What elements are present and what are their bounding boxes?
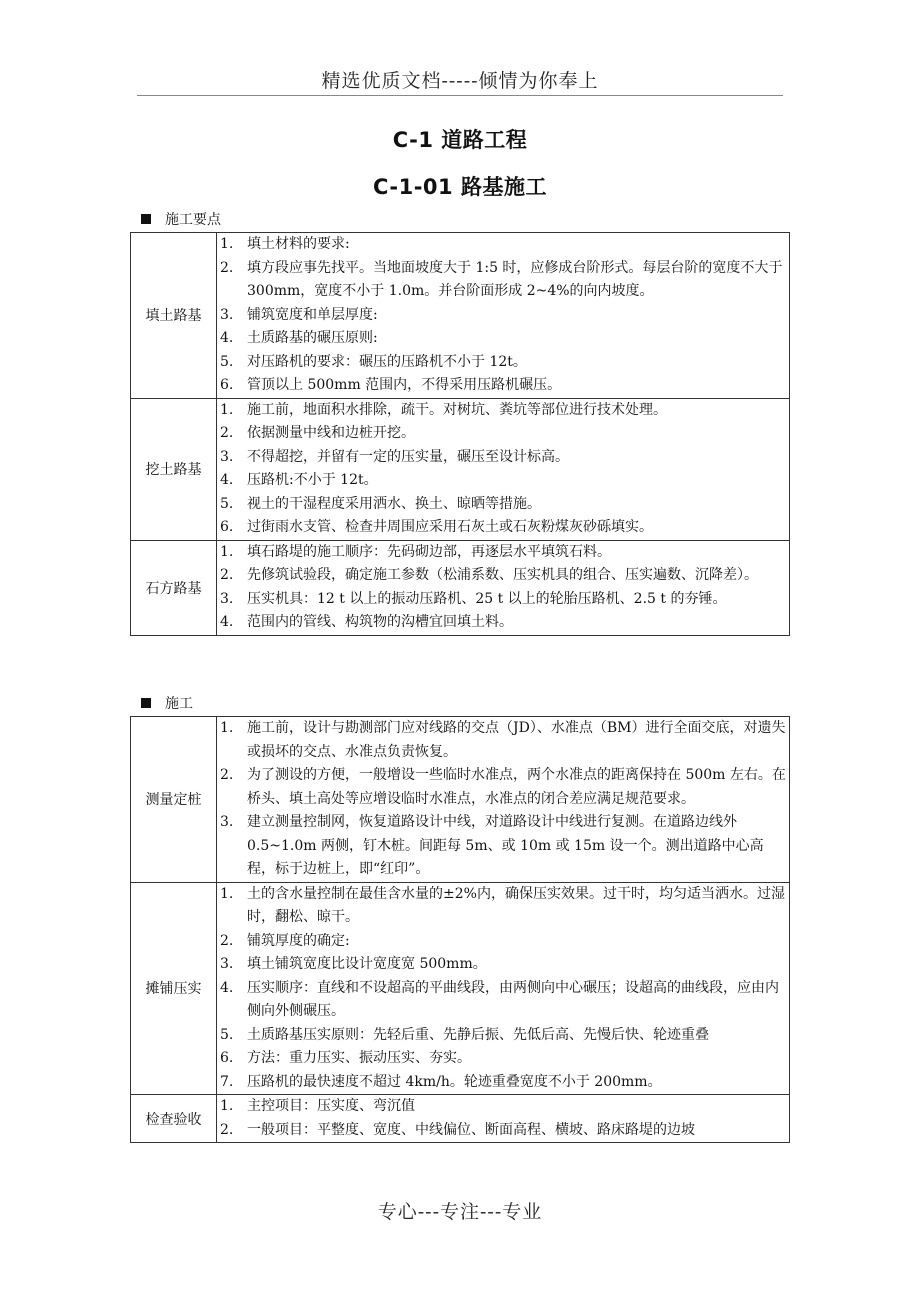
row-category: 摊铺压实 [131, 882, 217, 1095]
item-number: 4. [220, 614, 234, 630]
item-number: 1. [220, 1098, 234, 1114]
item-text: 土的含水量控制在最佳含水量的±2%内，确保压实效果。过干时，均匀适当洒水。过湿时，翻松、晾干。 [247, 885, 785, 925]
item-text: 填石路堤的施工顺序：先码砌边部，再逐层水平填筑石料。 [247, 543, 611, 560]
section-label-construction [141, 695, 193, 713]
item-text: 压路机:不小于 12t。 [247, 472, 378, 488]
item-number: 5. [220, 353, 234, 370]
item-text: 管顶以上 500mm 范围内，不得采用压路机碾压。 [247, 377, 562, 393]
square-bullet-icon [141, 214, 151, 224]
list-item [217, 399, 789, 423]
list-item [217, 977, 789, 1024]
page-header: 精选优质文档-----倾情为你奉上 [321, 70, 599, 92]
item-number: 2. [220, 767, 234, 783]
list-item [217, 1024, 789, 1048]
list-item [217, 469, 789, 493]
list-item [217, 257, 789, 304]
item-text: 为了测设的方便，一般增设一些临时水准点，两个水准点的距离保持在 500m 左右。在桥头、填土高处等应增设临时水准点，水准点的闭合差应满足规范要求。 [247, 767, 786, 807]
list-item [217, 516, 789, 540]
item-text: 填土材料的要求: [247, 236, 350, 252]
header-rule [137, 95, 783, 96]
item-text: 依据测量中线和边桩开挖。 [247, 425, 415, 441]
item-text: 施工前，地面积水排除，疏干。对树坑、粪坑等部位进行技术处理。 [247, 401, 667, 418]
item-number: 5. [220, 1026, 234, 1043]
item-number: 4. [220, 979, 234, 996]
list-item [217, 1047, 789, 1071]
row-category: 测量定桩 [131, 717, 217, 883]
item-list [217, 717, 789, 882]
item-text: 土质路基压实原则：先轻后重、先静后振、先低后高、先慢后快、轮迹重叠 [247, 1026, 709, 1043]
item-number: 3. [220, 448, 234, 465]
list-item [217, 233, 789, 257]
item-number: 4. [220, 330, 234, 346]
item-number: 5. [220, 495, 234, 512]
row-category: 挖土路基 [131, 398, 217, 540]
item-number: 6. [220, 519, 234, 535]
item-list [217, 233, 789, 398]
section-label-text: 施工 [165, 696, 193, 712]
list-item [217, 446, 789, 470]
list-item [217, 304, 789, 328]
list-item [217, 422, 789, 446]
item-number: 4. [220, 472, 234, 488]
item-number: 2. [220, 567, 234, 583]
item-text: 土质路基的碾压原则: [247, 330, 378, 346]
item-number: 7. [220, 1073, 234, 1090]
table-row [131, 540, 790, 635]
item-number: 3. [220, 590, 234, 607]
item-text: 对压路机的要求：碾压的压路机不小于 12t。 [247, 353, 527, 370]
item-number: 2. [220, 1121, 234, 1138]
table-row [131, 1095, 790, 1143]
list-item [217, 1095, 789, 1119]
section-label-key-points [141, 211, 221, 229]
list-item [217, 588, 789, 612]
key-points-table [130, 232, 790, 636]
row-content [217, 233, 790, 399]
item-text: 不得超挖，并留有一定的压实量，碾压至设计标高。 [247, 448, 569, 465]
page-footer: 专心---专注---专业 [377, 1201, 543, 1223]
item-number: 2. [220, 259, 234, 276]
item-number: 1. [220, 885, 234, 902]
item-text: 填方段应事先找平。当地面坡度大于 1:5 时，应修成台阶形式。每层台阶的宽度不大于 300mm，宽度不小于 1.0m。并台阶面形成 2~4%的向内坡度。 [247, 259, 783, 299]
list-item [217, 764, 789, 811]
item-text: 建立测量控制网，恢复道路设计中线，对道路设计中线进行复测。在道路边线外 0.5~1.0m 两侧，钉木桩。间距每 5m、或 10m 或 15m 设一个。测出道路中心高程，标于边桩上，即“红印”。 [247, 814, 764, 877]
list-item [217, 883, 789, 930]
list-item [217, 1071, 789, 1095]
list-item [217, 1119, 789, 1143]
item-number: 6. [220, 1050, 234, 1066]
section-title: C-1-01 路基施工 [373, 175, 547, 199]
item-text: 过街雨水支管、检查井周围应采用石灰土或石灰粉煤灰砂砾填实。 [247, 519, 653, 535]
item-list [217, 883, 789, 1095]
item-number: 2. [220, 932, 234, 949]
list-item [217, 811, 789, 882]
item-text: 铺筑厚度的确定: [247, 932, 350, 949]
list-item [217, 930, 789, 954]
item-text: 方法：重力压实、振动压实、夯实。 [247, 1050, 471, 1066]
item-text: 压路机的最快速度不超过 4km/h。轮迹重叠宽度不小于 200mm。 [247, 1073, 662, 1090]
list-item [217, 327, 789, 351]
item-text: 铺筑宽度和单层厚度: [247, 306, 378, 323]
item-text: 视土的干湿程度采用洒水、换土、晾晒等措施。 [247, 495, 541, 512]
construction-table [130, 716, 790, 1143]
item-text: 压实机具：12 t 以上的振动压路机、25 t 以上的轮胎压路机、2.5 t 的夯锤。 [247, 590, 727, 607]
table-row [131, 233, 790, 399]
item-text: 先修筑试验段，确定施工参数（松浦系数、压实机具的组合、压实遍数、沉降差）。 [247, 567, 758, 583]
chapter-title: C-1 道路工程 [392, 128, 528, 152]
list-item [217, 493, 789, 517]
list-item [217, 611, 789, 635]
section-label-text: 施工要点 [165, 212, 221, 228]
item-text: 压实顺序：直线和不设超高的平曲线段，由两侧向中心碾压；设超高的曲线段，应由内侧向外侧碾压。 [247, 979, 779, 1019]
item-number: 1. [220, 236, 234, 252]
item-number: 1. [220, 543, 234, 560]
item-text: 范围内的管线、构筑物的沟槽宜回填土料。 [247, 614, 513, 630]
row-content [217, 1095, 790, 1143]
item-text: 主控项目：压实度、弯沉值 [247, 1098, 415, 1114]
row-category: 填土路基 [131, 233, 217, 399]
item-text: 填土铺筑宽度比设计宽度宽 500mm。 [247, 956, 487, 972]
item-number: 6. [220, 377, 234, 393]
square-bullet-icon [141, 698, 151, 708]
row-content [217, 398, 790, 540]
list-item [217, 541, 789, 565]
row-content [217, 882, 790, 1095]
item-list [217, 1095, 789, 1142]
table-row [131, 398, 790, 540]
item-number: 3. [220, 306, 234, 323]
row-category: 检查验收 [131, 1095, 217, 1143]
list-item [217, 953, 789, 977]
item-number: 3. [220, 956, 234, 972]
item-list [217, 541, 789, 635]
table-row [131, 717, 790, 883]
item-number: 2. [220, 425, 234, 441]
item-text: 一般项目：平整度、宽度、中线偏位、断面高程、横坡、路床路堤的边坡 [247, 1121, 695, 1138]
item-number: 3. [220, 814, 234, 830]
list-item [217, 374, 789, 398]
row-content [217, 540, 790, 635]
item-number: 1. [220, 401, 234, 418]
list-item [217, 351, 789, 375]
table-row [131, 882, 790, 1095]
row-content [217, 717, 790, 883]
item-text: 施工前，设计与勘测部门应对线路的交点（JD）、水准点（BM）进行全面交底，对遗失或损坏的交点、水准点负责恢复。 [247, 720, 786, 760]
item-number: 1. [220, 720, 234, 736]
row-category: 石方路基 [131, 540, 217, 635]
item-list [217, 399, 789, 540]
list-item [217, 564, 789, 588]
list-item [217, 717, 789, 764]
